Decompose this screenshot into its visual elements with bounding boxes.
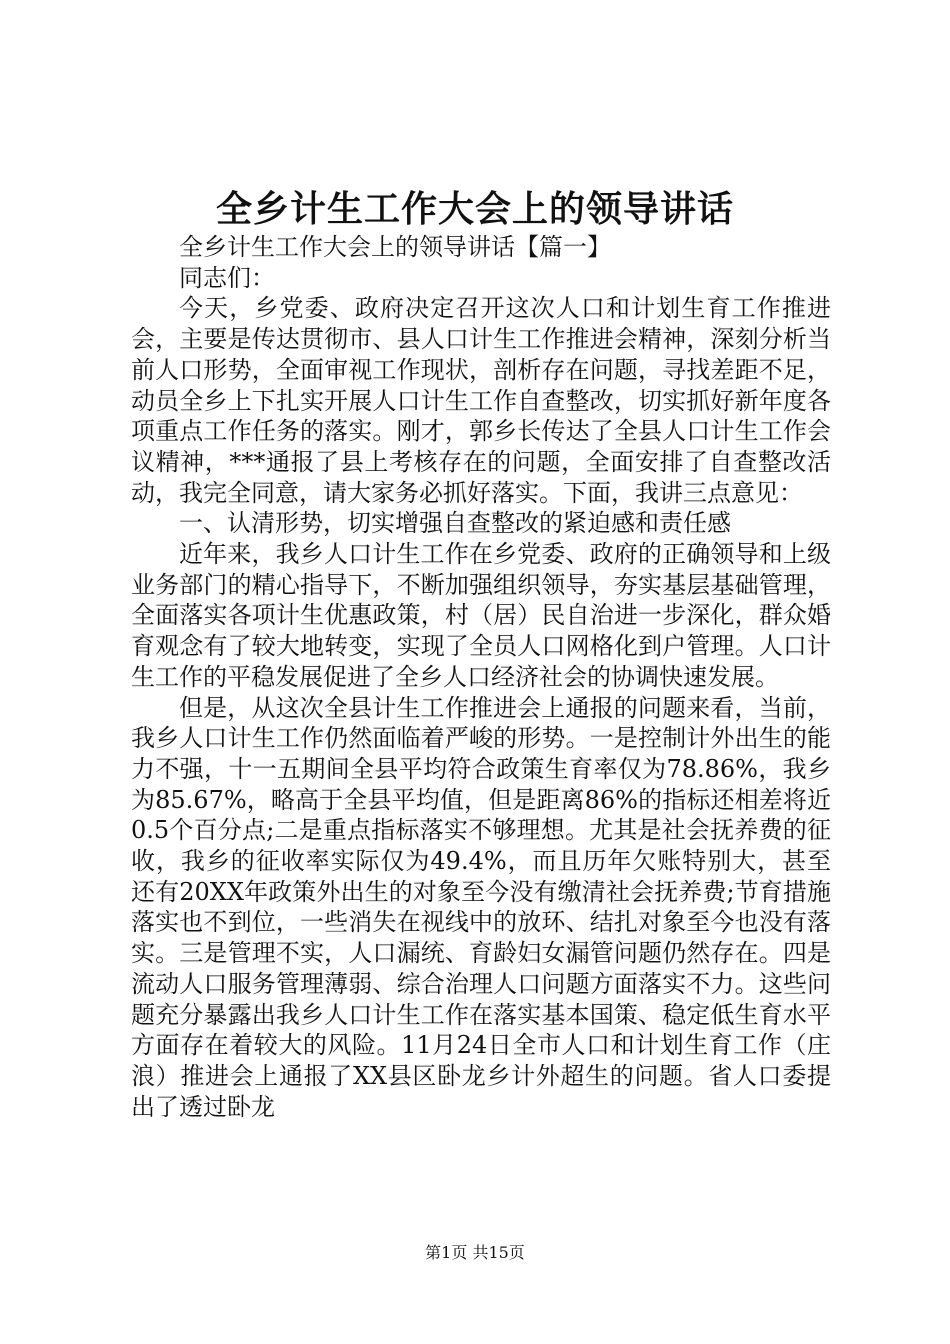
document-body	[131, 232, 831, 1122]
paragraph-progress: 近年来，我乡人口计生工作在乡党委、政府的正确领导和上级业务部门的精心指导下，不断加强组织领导，夯实基层基础管理，全面落实各项计生优惠政策，村（居）民自治进一步深化，群众婚育观念有了较大地转变，实现了全员人口网格化到户管理。人口计生工作的平稳发展促进了全乡人口经济社会的协调快速发展。	[131, 540, 831, 691]
page-footer: 第1页 共15页	[425, 1243, 525, 1262]
paragraph-intro: 今天，乡党委、政府决定召开这次人口和计划生育工作推进会，主要是传达贯彻市、县人口计生工作推进会精神，深刻分析当前人口形势，全面审视工作现状，剖析存在问题，寻找差距不足，动员全乡上下扎实开展人口计生工作自查整改，切实抓好新年度各项重点工作任务的落实。刚才，郭乡长传达了全县人口计生工作会议精神，***通报了县上考核存在的问题，全面安排了自查整改活动，我完全同意，请大家务必抓好落实。下面，我讲三点意见：	[131, 294, 831, 507]
section-heading-part-one: 全乡计生工作大会上的领导讲话【篇一】	[179, 233, 611, 261]
document-title: 全乡计生工作大会上的领导讲话	[215, 188, 734, 230]
section-heading-1: 一、认清形势，切实增强自查整改的紧迫感和责任感	[179, 509, 731, 538]
salutation: 同志们：	[179, 263, 275, 292]
paragraph-problems: 但是，从这次全县计生工作推进会上通报的问题来看，当前，我乡人口计生工作仍然面临着严峻的形势。一是控制计外出生的能力不强，十一五期间全县平均符合政策生育率仅为78.86%，我乡为85.67%，略高于全县平均值，但是距离86%的指标还相差将近0.5个百分点;二是重点指标落实不够理想。尤其是社会抚养费的征收，我乡的征收率实际仅为49.4%，而且历年欠账特别大，甚至还有20XX年政策外出生的对象至今没有缴清社会抚养费;节育措施落实也不到位，一些消失在视线中的放环、结扎对象至今也没有落实。三是管理不实，人口漏统、育龄妇女漏管问题仍然存在。四是流动人口服务管理薄弱、综合治理人口问题方面落实不力。这些问题充分暴露出我乡人口计生工作在落实基本国策、稳定低生育水平方面存在着较大的风险。11月24日全市人口和计划生育工作（庄浪）推进会上通报了XX县区卧龙乡计外超生的问题。省人口委提出了透过卧龙	[131, 693, 831, 1121]
